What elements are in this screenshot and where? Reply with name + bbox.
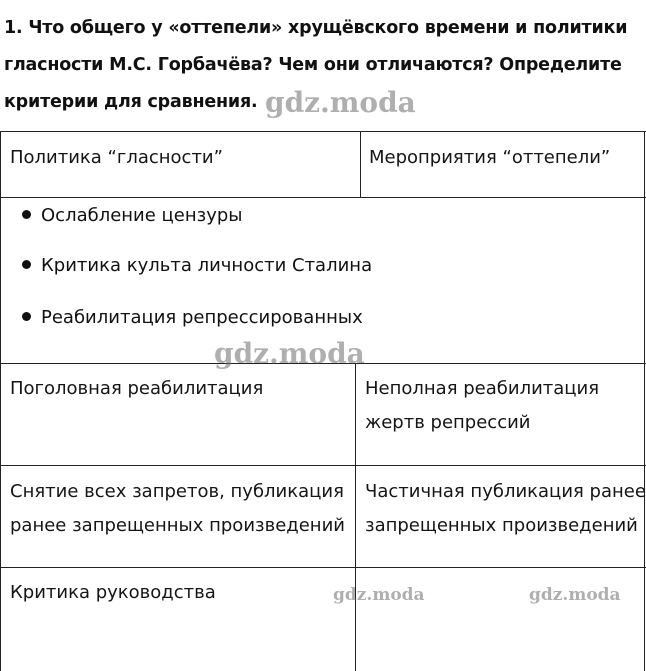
table-border-left: [0, 363, 1, 671]
watermark: gdz.moda: [333, 585, 425, 605]
watermark: gdz.moda: [265, 86, 416, 119]
bullet-icon: [22, 260, 31, 269]
table-border-left: [0, 131, 1, 197]
row-3-glasnost: Критика руководства: [10, 582, 216, 603]
question-line-3: критерии для сравнения.: [4, 92, 258, 112]
row-2-thaw: Частичная публикация ранее запрещенных произведений: [365, 481, 646, 536]
list-item: Ослабление цензуры: [22, 205, 243, 226]
bullet-icon: [22, 312, 31, 321]
watermark: gdz.moda: [529, 585, 621, 605]
column-divider: [355, 363, 356, 671]
table-border-top: [0, 131, 646, 132]
list-item: Критика культа личности Сталина: [22, 255, 372, 276]
table-divider: [0, 465, 646, 466]
watermark: gdz.moda: [214, 337, 365, 370]
row-1-glasnost: Поголовная реабилитация: [10, 378, 264, 399]
question-line-1: 1. Что общего у «оттепели» хрущёвского времени и политики: [4, 18, 628, 38]
table-divider: [0, 197, 646, 198]
table-border-left: [0, 197, 1, 363]
column-divider: [360, 131, 361, 197]
header-glasnost: Политика “гласности”: [10, 147, 223, 168]
bullet-icon: [22, 210, 31, 219]
table-divider: [0, 567, 646, 568]
row-2-glasnost: Снятие всех запретов, публикация ранее запрещенных произведений: [10, 481, 345, 536]
list-item: Реабилитация репрессированных: [22, 307, 363, 328]
table-border-right: [644, 197, 645, 363]
table-border-right: [644, 131, 645, 197]
question-line-2: гласности М.С. Горбачёва? Чем они отличаются? Определите: [4, 55, 622, 75]
row-1-thaw: Неполная реабилитация жертв репрессий: [365, 378, 600, 433]
header-thaw: Мероприятия “оттепели”: [369, 147, 611, 168]
